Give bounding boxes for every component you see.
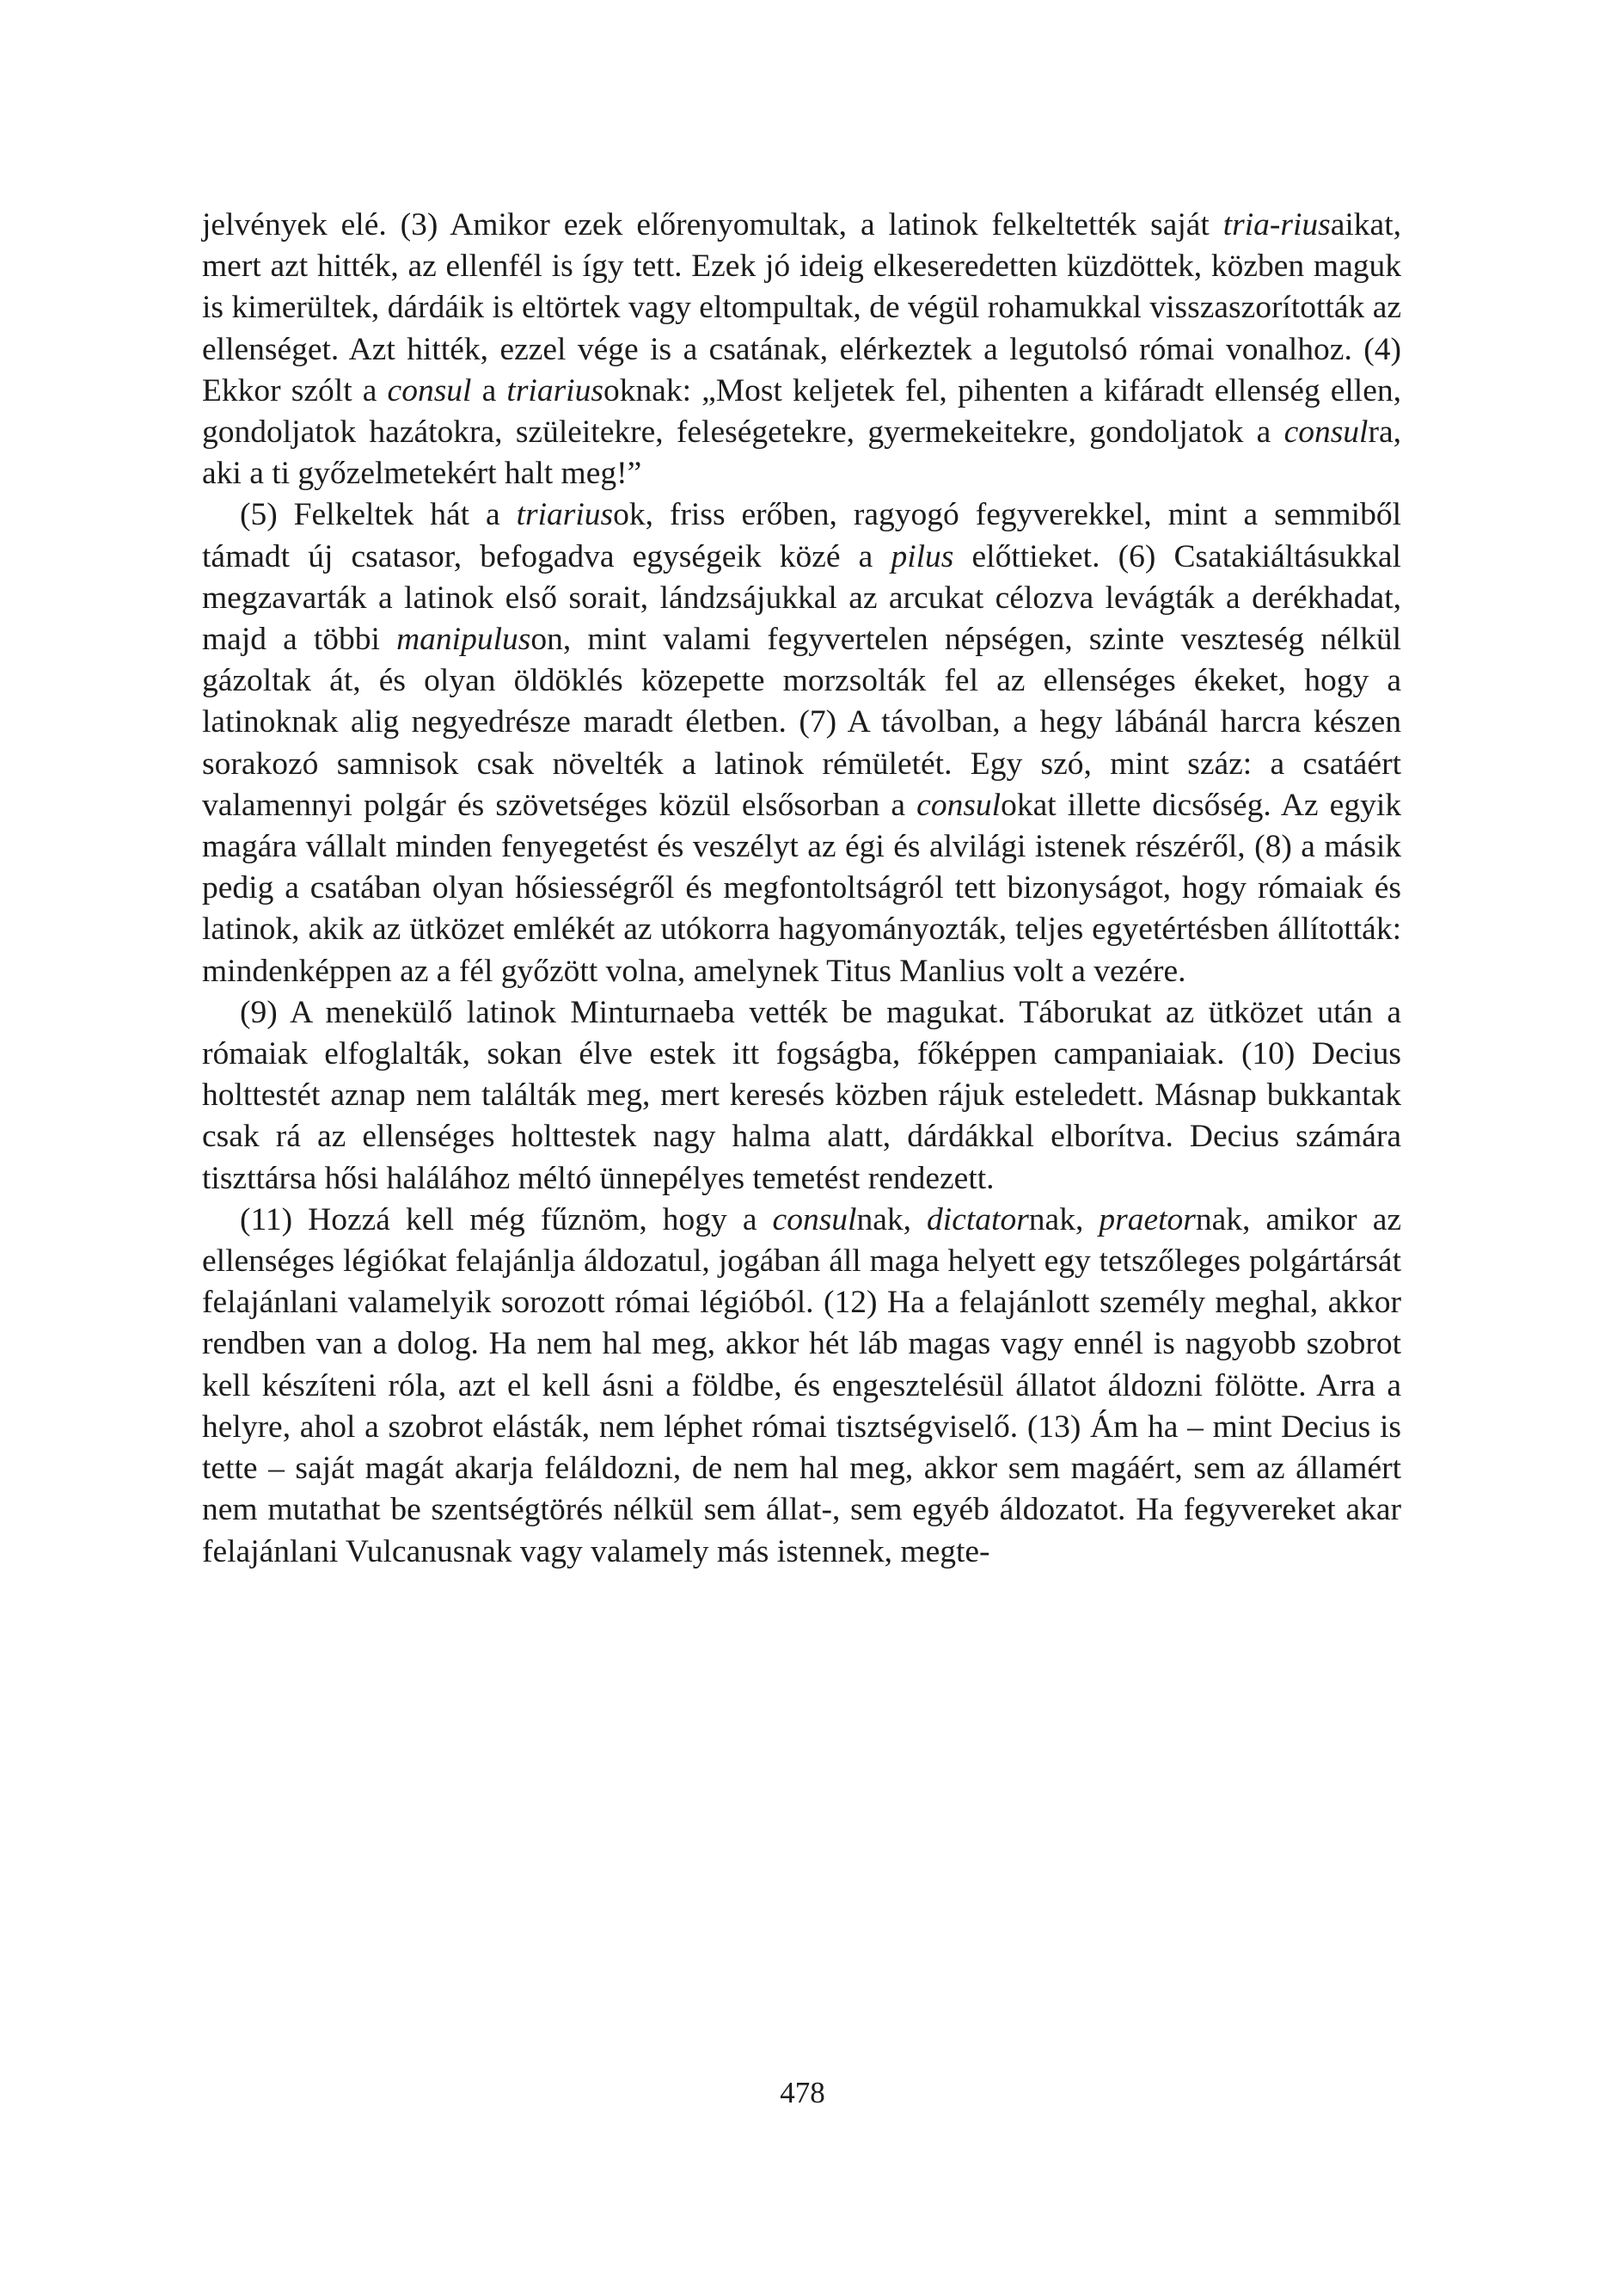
paragraph-1 (202, 205, 1401, 494)
italic-term: consul (1283, 414, 1369, 451)
italic-term: triarius (506, 372, 603, 408)
text-run: előttieket. (6) Csatakiáltásukkal megzavarták a latinok első sorait, lándzsájukkal az arcukat célozva levágták a derékhadat, majd a többi (202, 538, 1401, 658)
paragraph-2 (202, 494, 1401, 991)
text-run: jelvények elé. (3) Amikor ezek előrenyomultak, a latinok felkeltették saját (202, 207, 1223, 242)
text-run: ra, aki a ti győzelmetekért halt meg!” (202, 414, 1401, 492)
text-run: oknak: „Most keljetek fel, pihenten a kifáradt ellenség ellen, gondoljatok hazátokra, szüleitekre, feleségetekre, gyermekeitekre, gondoljatok a (202, 372, 1401, 451)
paragraph-3 (202, 992, 1401, 1200)
italic-term: consul (387, 372, 472, 408)
text-run: nak, (1028, 1201, 1100, 1237)
text-run: (11) Hozzá kell még fűznöm, hogy a (240, 1201, 773, 1237)
italic-term: triarius (516, 497, 614, 533)
text-run: on, mint valami fegyvertelen népségen, szinte veszteség nélkül gázoltak át, és olyan öldöklés közepette morzsolták fel az ellenséges ékeket, hogy a latinoknak alig negyedrésze maradt életben. (7) A távolban, a hegy lábánál harcra készen sorakozó samnisok csak növelték a latinok rémületét. Egy szó, mint száz: a csatáért valamennyi polgár és szövetséges közül elsősorban a (202, 622, 1401, 823)
text-run: a (471, 372, 507, 408)
text-run: nak, (856, 1201, 928, 1237)
italic-term: tria-rius (1222, 207, 1331, 242)
text-run: okat illette dicsőség. Az egyik magára vállalt minden fenyegetést és veszélyt az égi és alvilági istenek részéről, (8) a másik pedig a csatában olyan hősiességről és megfontoltságról tett bizonyságot, hogy rómaiak és latinok, akik az ütközet emlékét az utókorra hagyományozták, teljes egyetértésben állították: mindenképpen az a fél győzött volna, amelynek Titus Manlius volt a vezére. (202, 787, 1401, 989)
paragraph-4 (202, 1200, 1401, 1573)
italic-term: consul (772, 1201, 857, 1237)
page-body (202, 205, 1401, 2114)
text-run: aikat, mert azt hitték, az ellenfél is így tett. Ezek jó ideig elkeseredetten küzdöttek, közben maguk is kimerültek, dárdáik is eltörtek vagy eltompultak, de végül rohamukkal visszaszorították az ellenséget. Azt hitték, ezzel vége is a csatának, elérkeztek a legutolsó római vonalhoz. (4) Ekkor szólt a (202, 207, 1401, 408)
text-run: ok, friss erőben, ragyogó fegyverekkel, mint a semmiből támadt új csatasor, befogadva egységeik közé a (202, 497, 1401, 574)
text-run: nak, amikor az ellenséges légiókat felajánlja áldozatul, jogában áll maga helyett egy tetszőleges polgártársát felajánlani valamelyik sorozott római légióból. (12) Ha a felajánlott személy meghal, akkor rendben van a dolog. Ha nem hal meg, akkor hét láb magas vagy ennél is nagyobb szobrot kell készíteni róla, azt el kell ásni a földbe, és engesztelésül állatot áldozni fölötte. Arra a helyre, ahol a szobrot elásták, nem léphet római tisztségviselő. (13) Ám ha – mint Decius is tette – saját magát akarja feláldozni, de nem hal meg, akkor sem magáért, sem az államért nem mutathat be szentségtörés nélkül sem állat-, sem egyéb áldozatot. Ha fegyvereket akar felajánlani Vulcanusnak vagy valamely más istennek, megte- (202, 1201, 1401, 1569)
text-run: (5) Felkeltek hát a (240, 497, 517, 533)
page-number: 478 (780, 2076, 825, 2109)
text-run: (9) A menekülő latinok Minturnaeba vették be magukat. Táborukat az ütközet után a rómaiak elfoglalták, sokan élve estek itt fogságba, főképpen campaniaiak. (10) Decius holttestét aznap nem találták meg, mert keresés közben rájuk esteledett. Másnap bukkantak csak rá az ellenséges holttestek nagy halma alatt, dárdákkal elborítva. Decius számára tiszttársa hősi halálához méltó ünnepélyes temetést rendezett. (202, 994, 1401, 1196)
italic-term: praetor (1099, 1201, 1196, 1237)
italic-term: dictator (927, 1201, 1029, 1237)
italic-term: pilus (891, 538, 954, 574)
italic-term: manipulus (396, 622, 531, 658)
italic-term: consul (916, 787, 1002, 823)
